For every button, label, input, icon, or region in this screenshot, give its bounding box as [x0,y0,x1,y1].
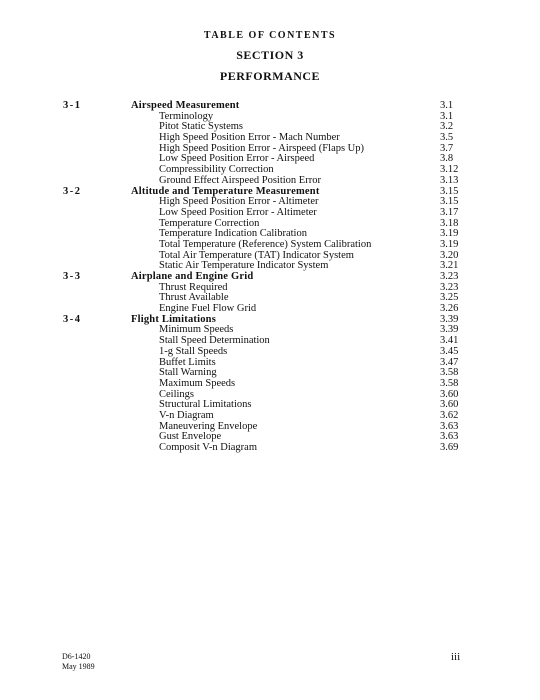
section-number: 3-3 [63,271,82,282]
entry-title: Compressibility Correction [159,164,274,176]
toc-entry-row [0,358,540,369]
toc-entry-row [0,432,540,443]
entry-page-number: 3.21 [440,260,459,272]
entry-page-number: 3.19 [440,238,459,250]
entry-title: Total Temperature (Reference) System Calibration [159,238,372,250]
entry-page-number: 3.69 [440,442,459,453]
entry-page-number: 3.12 [440,164,459,176]
document-id: D6-1420 [62,652,91,661]
entry-page-number: 3.20 [440,249,459,261]
entry-page-number: 3.15 [440,185,459,197]
entry-page-number: 3.26 [440,303,459,315]
toc-section-row [0,272,540,283]
entry-title: Thrust Available [159,292,229,304]
document-date: May 1989 [62,662,95,671]
entry-title: Temperature Correction [159,217,260,229]
entry-page-number: 3.63 [440,420,459,432]
section-heading: SECTION 3 [236,48,304,62]
entry-page-number: 3.5 [440,132,454,144]
toc-entry-row [0,368,540,379]
entry-page-number: 3.25 [440,292,459,304]
entry-title: Buffet Limits [159,356,216,368]
entry-page-number: 3.19 [440,228,459,240]
entry-title: Low Speed Position Error - Airspeed [159,153,315,165]
entry-title: Low Speed Position Error - Altimeter [159,206,317,218]
entry-page-number: 3.63 [440,431,459,443]
section-title-entry: Flight Limitations [131,313,216,325]
entry-page-number: 3.47 [440,356,459,368]
entry-page-number: 3.60 [440,388,459,400]
entry-title: High Speed Position Error - Airspeed (Flaps Up) [159,142,365,154]
toc-entry-row [0,176,540,187]
toc-section-row [0,315,540,326]
entry-title: Gust Envelope [159,431,222,443]
entry-page-number: 3.58 [440,367,459,379]
table-of-contents [0,101,540,454]
entry-title: Terminology [159,110,214,122]
toc-entry-row [0,208,540,219]
entry-page-number: 3.1 [440,110,454,122]
entry-page-number: 3.17 [440,206,459,218]
toc-entry-row [0,112,540,123]
entry-title: Temperature Indication Calibration [159,228,307,240]
toc-entry-row [0,325,540,336]
toc-heading: TABLE OF CONTENTS [203,30,337,41]
entry-title: High Speed Position Error - Altimeter [159,196,319,208]
entry-title: Structural Limitations [159,399,252,411]
entry-page-number: 3.23 [440,271,459,282]
toc-entry-row [0,400,540,411]
section-title-entry: Airspeed Measurement [131,100,240,111]
toc-entry-row [0,390,540,401]
entry-page-number: 3.13 [440,174,459,186]
section-title-entry: Altitude and Temperature Measurement [131,185,320,197]
entry-title: Total Air Temperature (TAT) Indicator System [159,249,354,261]
entry-page-number: 3.2 [440,121,454,133]
entry-title: Composit V-n Diagram [159,442,258,453]
entry-title: Engine Fuel Flow Grid [159,303,257,315]
toc-entry-row [0,293,540,304]
entry-title: 1-g Stall Speeds [159,345,228,357]
entry-page-number: 3.60 [440,399,459,411]
entry-page-number: 3.18 [440,217,459,229]
page-number: iii [451,651,461,663]
entry-page-number: 3.7 [440,142,454,154]
section-number: 3-1 [63,100,82,111]
entry-title: Minimum Speeds [159,324,234,336]
entry-page-number: 3.62 [440,409,459,421]
entry-title: Ground Effect Airspeed Position Error [159,174,321,186]
entry-title: Maneuvering Envelope [159,420,258,432]
entry-page-number: 3.41 [440,335,459,347]
entry-page-number: 3.15 [440,196,459,208]
entry-title: Stall Speed Determination [159,335,270,347]
toc-section-row [0,101,540,112]
toc-entry-row [0,347,540,358]
section-title: PERFORMANCE [219,69,321,83]
entry-title: High Speed Position Error - Mach Number [159,132,340,144]
entry-title: Pitot Static Systems [159,121,244,133]
entry-title: Static Air Temperature Indicator System [159,260,329,272]
entry-page-number: 3.1 [440,100,454,111]
toc-entry-row [0,411,540,422]
entry-page-number: 3.39 [440,324,459,336]
entry-page-number: 3.39 [440,313,459,325]
entry-page-number: 3.58 [440,377,459,389]
section-number: 3-2 [63,185,82,197]
toc-entry-row [0,422,540,433]
entry-page-number: 3.23 [440,281,459,293]
entry-title: Stall Warning [159,367,217,379]
toc-entry-row [0,283,540,294]
entry-page-number: 3.8 [440,153,454,165]
toc-entry-row [0,379,540,390]
entry-title: V-n Diagram [159,409,214,421]
section-title-entry: Airplane and Engine Grid [131,271,254,282]
toc-entry-row [0,443,540,454]
entry-title: Maximum Speeds [159,377,236,389]
toc-entry-row [0,336,540,347]
section-number: 3-4 [63,313,82,325]
entry-title: Thrust Required [159,281,228,293]
entry-title: Ceilings [159,388,195,400]
entry-page-number: 3.45 [440,345,459,357]
